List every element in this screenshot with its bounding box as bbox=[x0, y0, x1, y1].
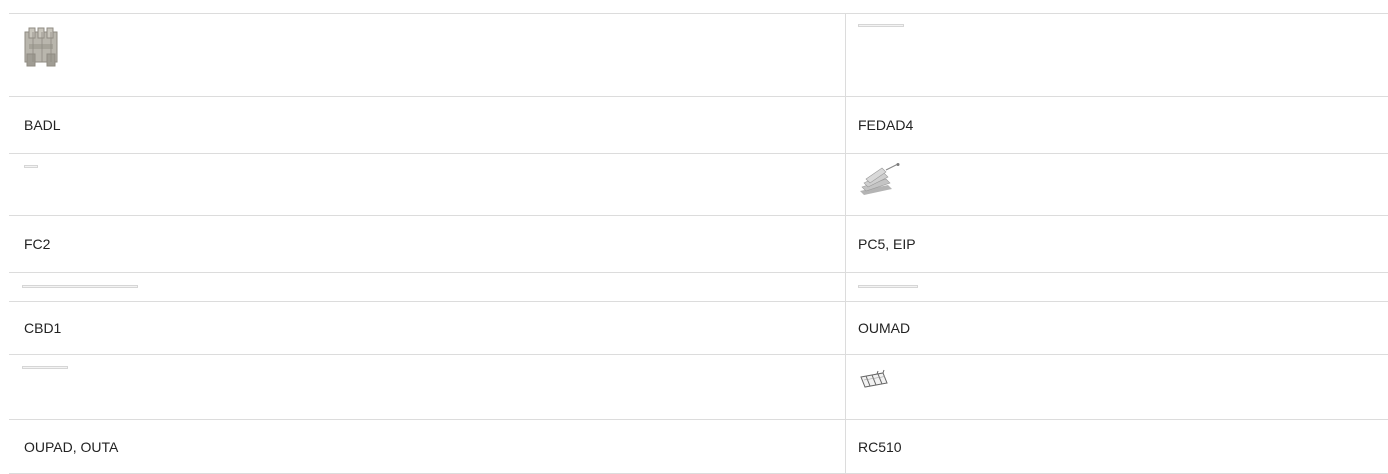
product-label-cell bbox=[846, 420, 1388, 473]
product-code[interactable]: CBD1 bbox=[24, 320, 61, 336]
product-label-cell bbox=[9, 97, 845, 153]
product-row bbox=[9, 355, 1388, 420]
product-cell bbox=[9, 14, 846, 97]
product-row bbox=[9, 420, 1388, 474]
product-cell bbox=[9, 355, 846, 420]
product-label-cell bbox=[9, 420, 845, 473]
product-code[interactable]: RC510 bbox=[858, 439, 902, 455]
comb-connector-icon[interactable] bbox=[858, 163, 902, 195]
product-cell bbox=[846, 302, 1388, 355]
product-table bbox=[9, 13, 1388, 474]
product-image-cell[interactable] bbox=[846, 355, 1388, 419]
product-cell bbox=[9, 302, 846, 355]
product-cell bbox=[846, 216, 1388, 273]
product-code[interactable]: BADL bbox=[24, 117, 61, 133]
marker-strip-icon[interactable] bbox=[859, 369, 889, 391]
product-row bbox=[9, 154, 1388, 216]
product-image-cell[interactable] bbox=[9, 154, 845, 215]
product-label-cell bbox=[9, 216, 845, 272]
product-image-cell[interactable] bbox=[9, 355, 845, 419]
product-cell bbox=[9, 273, 846, 302]
product-cell bbox=[9, 97, 846, 154]
image-placeholder bbox=[858, 24, 904, 27]
product-label-cell bbox=[846, 302, 1388, 354]
product-cell bbox=[9, 216, 846, 273]
product-label-cell bbox=[9, 302, 845, 354]
product-image-cell[interactable] bbox=[846, 154, 1388, 215]
product-row bbox=[9, 302, 1388, 355]
product-code[interactable]: PC5, EIP bbox=[858, 236, 916, 252]
product-cell bbox=[846, 14, 1388, 97]
product-row bbox=[9, 216, 1388, 273]
product-cell bbox=[846, 154, 1388, 216]
product-cell bbox=[846, 273, 1388, 302]
terminal-block-icon[interactable] bbox=[23, 26, 61, 70]
product-cell bbox=[846, 355, 1388, 420]
image-placeholder bbox=[24, 165, 38, 168]
product-row bbox=[9, 14, 1388, 97]
product-row bbox=[9, 97, 1388, 154]
product-row bbox=[9, 273, 1388, 302]
product-image-cell[interactable] bbox=[846, 14, 1388, 96]
image-placeholder bbox=[22, 285, 138, 288]
product-code[interactable]: OUPAD, OUTA bbox=[24, 439, 118, 455]
product-code[interactable]: FEDAD4 bbox=[858, 117, 913, 133]
product-label-cell bbox=[846, 216, 1388, 272]
product-code[interactable]: FC2 bbox=[24, 236, 50, 252]
product-label-cell bbox=[846, 97, 1388, 153]
image-placeholder bbox=[858, 285, 918, 288]
product-code[interactable]: OUMAD bbox=[858, 320, 910, 336]
product-cell bbox=[846, 420, 1388, 474]
product-cell bbox=[9, 154, 846, 216]
product-image-cell[interactable] bbox=[9, 14, 845, 96]
product-image-cell[interactable] bbox=[846, 273, 1388, 301]
product-image-cell[interactable] bbox=[9, 273, 845, 301]
product-cell bbox=[9, 420, 846, 474]
product-cell bbox=[846, 97, 1388, 154]
image-placeholder bbox=[22, 366, 68, 369]
